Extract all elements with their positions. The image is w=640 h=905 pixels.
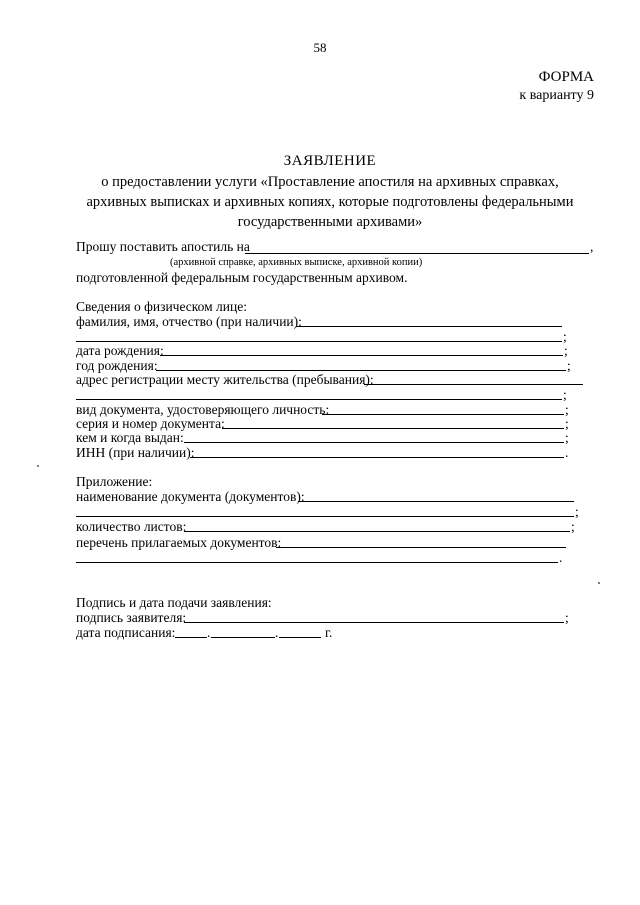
list-period: . [559,550,563,565]
sign-date-month-field[interactable] [211,637,275,638]
form-variant: к варианту 9 [519,88,594,103]
inn-label: ИНН (при наличии): [76,445,195,460]
request-suffix: подготовленной федеральным государственным архивом. [76,270,408,285]
address-field[interactable] [364,384,583,385]
list-field[interactable] [276,547,566,548]
address-field-continued[interactable] [76,399,562,400]
issued-by-semicolon: ; [565,430,569,445]
doc-number-semicolon: ; [565,416,569,431]
birth-year-semicolon: ; [567,358,571,373]
document-title: ЗАЯВЛЕНИЕ [283,153,377,169]
issued-by-label: кем и когда выдан: [76,430,184,445]
fio-field[interactable] [296,326,562,327]
doc-type-label: вид документа, удостоверяющего личность: [76,402,330,417]
address-semicolon: ; [563,387,567,402]
signature-heading: Подпись и дата подачи заявления: [76,595,272,610]
fio-semicolon: ; [563,329,567,344]
applicant-signature-field[interactable] [184,622,564,623]
birth-date-label: дата рождения: [76,343,164,358]
applicant-signature-semicolon: ; [565,610,569,625]
sign-date-dot-2: . [275,625,279,640]
birth-year-field[interactable] [156,370,566,371]
form-label: ФОРМА [538,69,594,85]
doc-type-field[interactable] [322,414,564,415]
sign-date-day-field[interactable] [175,637,207,638]
sign-date-dot-1: . [207,625,211,640]
birth-date-field[interactable] [160,355,563,356]
inn-period: . [565,445,569,460]
request-hint: (архивной справке, архивных выписке, архивной копии) [170,257,423,268]
applicant-signature-label: подпись заявителя: [76,610,187,625]
doc-name-semicolon: ; [575,504,579,519]
request-comma: , [590,239,594,254]
address-label: адрес регистрации месту жительства (пребывания): [76,372,374,387]
inn-field[interactable] [190,457,564,458]
sign-date-year-field[interactable] [279,637,321,638]
page-number: 58 [313,40,327,55]
sheets-semicolon: ; [571,519,575,534]
doc-name-field[interactable] [298,501,574,502]
doc-number-label: серия и номер документа: [76,416,225,431]
attachment-heading: Приложение: [76,474,153,489]
birth-year-label: год рождения: [76,358,158,373]
sheets-field[interactable] [184,531,570,532]
birth-date-semicolon: ; [564,343,568,358]
sign-date-label: дата подписания: [76,625,176,640]
fio-field-continued[interactable] [76,341,562,342]
request-document-field[interactable] [245,253,589,254]
doc-type-semicolon: ; [565,402,569,417]
fio-label: фамилия, имя, отчество (при наличии): [76,314,302,329]
request-prefix: Прошу поставить апостиль на [76,239,250,254]
list-label: перечень прилагаемых документов: [76,535,282,550]
doc-name-label: наименование документа (документов): [76,489,305,504]
doc-number-field[interactable] [222,428,564,429]
document-subtitle: о предоставлении услуги «Проставление апостиля на архивных справках, архивных выписках и архивных копиях, которые подготовлены федеральными государственными архивами» [86,174,574,230]
doc-name-field-continued[interactable] [76,516,574,517]
issued-by-field[interactable] [184,442,564,443]
person-heading: Сведения о физическом лице: [76,299,247,314]
sheets-label: количество листов: [76,519,187,534]
sign-date-year-suffix: г. [325,625,333,640]
scan-speck [598,582,600,584]
scan-speck [37,465,39,467]
list-field-continued[interactable] [76,562,558,563]
